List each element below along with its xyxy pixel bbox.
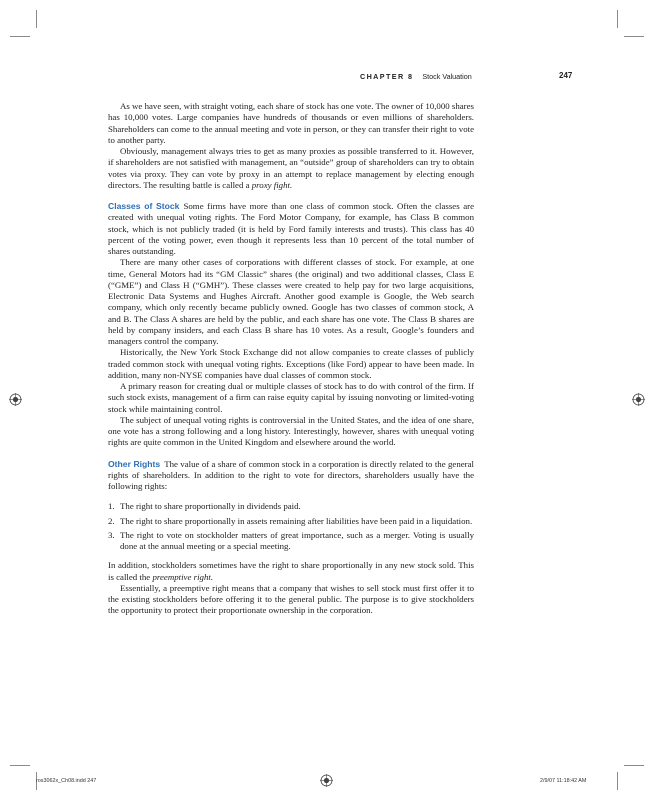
crop-mark [10, 765, 30, 766]
paragraph [108, 459, 474, 493]
section-heading-other-rights: Other Rights [108, 458, 161, 469]
chapter-title: Stock Valuation [422, 72, 472, 81]
paragraph: A primary reason for creating dual or multiple classes of stock has to do with control of the firm. If such stock exists, management of a firm can raise equity capital by issuing nonvoting or limited-voting stock while maintaining control. [108, 381, 474, 414]
crop-mark [36, 10, 37, 28]
list-item-text: The right to vote on stockholder matters of great importance, such as a merger. Voting is usually done at the annual meeting or a special meeting. [120, 529, 474, 551]
body-text [108, 101, 474, 617]
paragraph-text: In addition, stockholders sometimes have the right to share proportionally in any new stock sold. This is called the [108, 560, 474, 582]
paragraph: There are many other cases of corporations with different classes of stock. For example, at one time, General Motors had its “GM Classic” shares (the original) and two additional classes, Class E (“GME”) and Class H (“GMH”). These classes were created to help pay for two large acquisitions, Electronic Data Systems and Hughes Aircraft. Another good example is Google, the Web search company, which only recently became publicly owned. Google has two classes of common stock, A and B. The Class A shares are held by the public, and each share has one vote. The Class B shares are held by company insiders, and each Class B share has 10 votes. As a result, Google’s founders and managers control the company. [108, 257, 474, 346]
section-heading-classes-of-stock: Classes of Stock [108, 201, 180, 211]
slug-timestamp: 2/9/07 11:18:42 AM [540, 778, 587, 784]
crop-mark [624, 36, 644, 37]
list-item [108, 501, 474, 512]
chapter-label: CHAPTER 8 [360, 72, 414, 81]
list-number: 3. [108, 529, 115, 540]
list-item-text: The right to share proportionally in assets remaining after liabilities have been paid in a liquidation. [120, 515, 473, 526]
list-item [108, 530, 474, 553]
paragraph [108, 201, 474, 257]
paragraph [108, 146, 474, 191]
crop-mark [10, 36, 30, 37]
term-preemptive-right: preemptive right. [152, 571, 214, 582]
rights-list [108, 501, 474, 552]
paragraph-text: Some firms have more than one class of common stock. Often the classes are created with unequal voting rights. The Ford Motor Company, for example, has Class B common stock, which is not publicly traded (it is held by Ford family interests and trusts). This class has 40 percent of the voting power, even though it represents less than 10 percent of the total number of shares outstanding. [108, 201, 474, 256]
crop-mark [617, 10, 618, 28]
paragraph-text: Obviously, management always tries to get as many proxies as possible transferred to it. However, if shareholders are not satisfied with management, an “outside” group of shareholders can try to obtain votes via proxy. They can vote by proxy in an attempt to replace management by electing enough directors. The resulting battle is called a [108, 146, 474, 190]
paragraph: Historically, the New York Stock Exchange did not allow companies to create classes of publicly traded common stock with unequal voting rights. Exceptions (like Ford) appear to have been made. In addition, many non-NYSE companies have dual classes of common stock. [108, 347, 474, 380]
registration-mark-icon [320, 774, 333, 787]
paragraph: The subject of unequal voting rights is controversial in the United States, and the idea of one share, one vote has a strong following and a long history. Interestingly, however, shares with unequal voting rights are quite common in the United Kingdom and elsewhere around the world. [108, 414, 474, 448]
list-number: 1. [108, 501, 115, 512]
paragraph: Essentially, a preemptive right means that a company that wishes to sell stock must first offer it to the existing stockholders before offering it to the general public. The purpose is to give stockholders the opportunity to protect their proportionate ownership in the corporation. [108, 582, 474, 616]
paragraph [108, 560, 474, 583]
list-number: 2. [108, 515, 115, 526]
paragraph: As we have seen, with straight voting, each share of stock has one vote. The owner of 10,000 shares has 10,000 votes. Large companies have hundreds of thousands or even millions of shareholders. Shareholders can come to the annual meeting and vote in person, or they can transfer their right to vote to another party. [108, 101, 474, 145]
running-header [360, 72, 472, 81]
paragraph-text: The value of a share of common stock in a corporation is directly related to the general rights of shareholders. In addition to the right to vote for directors, shareholders usually have the following rights: [108, 458, 475, 491]
list-item [108, 516, 474, 527]
crop-mark [617, 772, 618, 790]
page-number: 247 [559, 71, 573, 80]
list-item-text: The right to share proportionally in dividends paid. [120, 501, 301, 512]
crop-mark [624, 765, 644, 766]
term-proxy-fight: proxy fight. [251, 179, 293, 190]
registration-mark-icon [632, 393, 645, 406]
registration-mark-icon [9, 393, 22, 406]
slug-file-name: ros3062x_Ch08.indd 247 [36, 778, 97, 784]
